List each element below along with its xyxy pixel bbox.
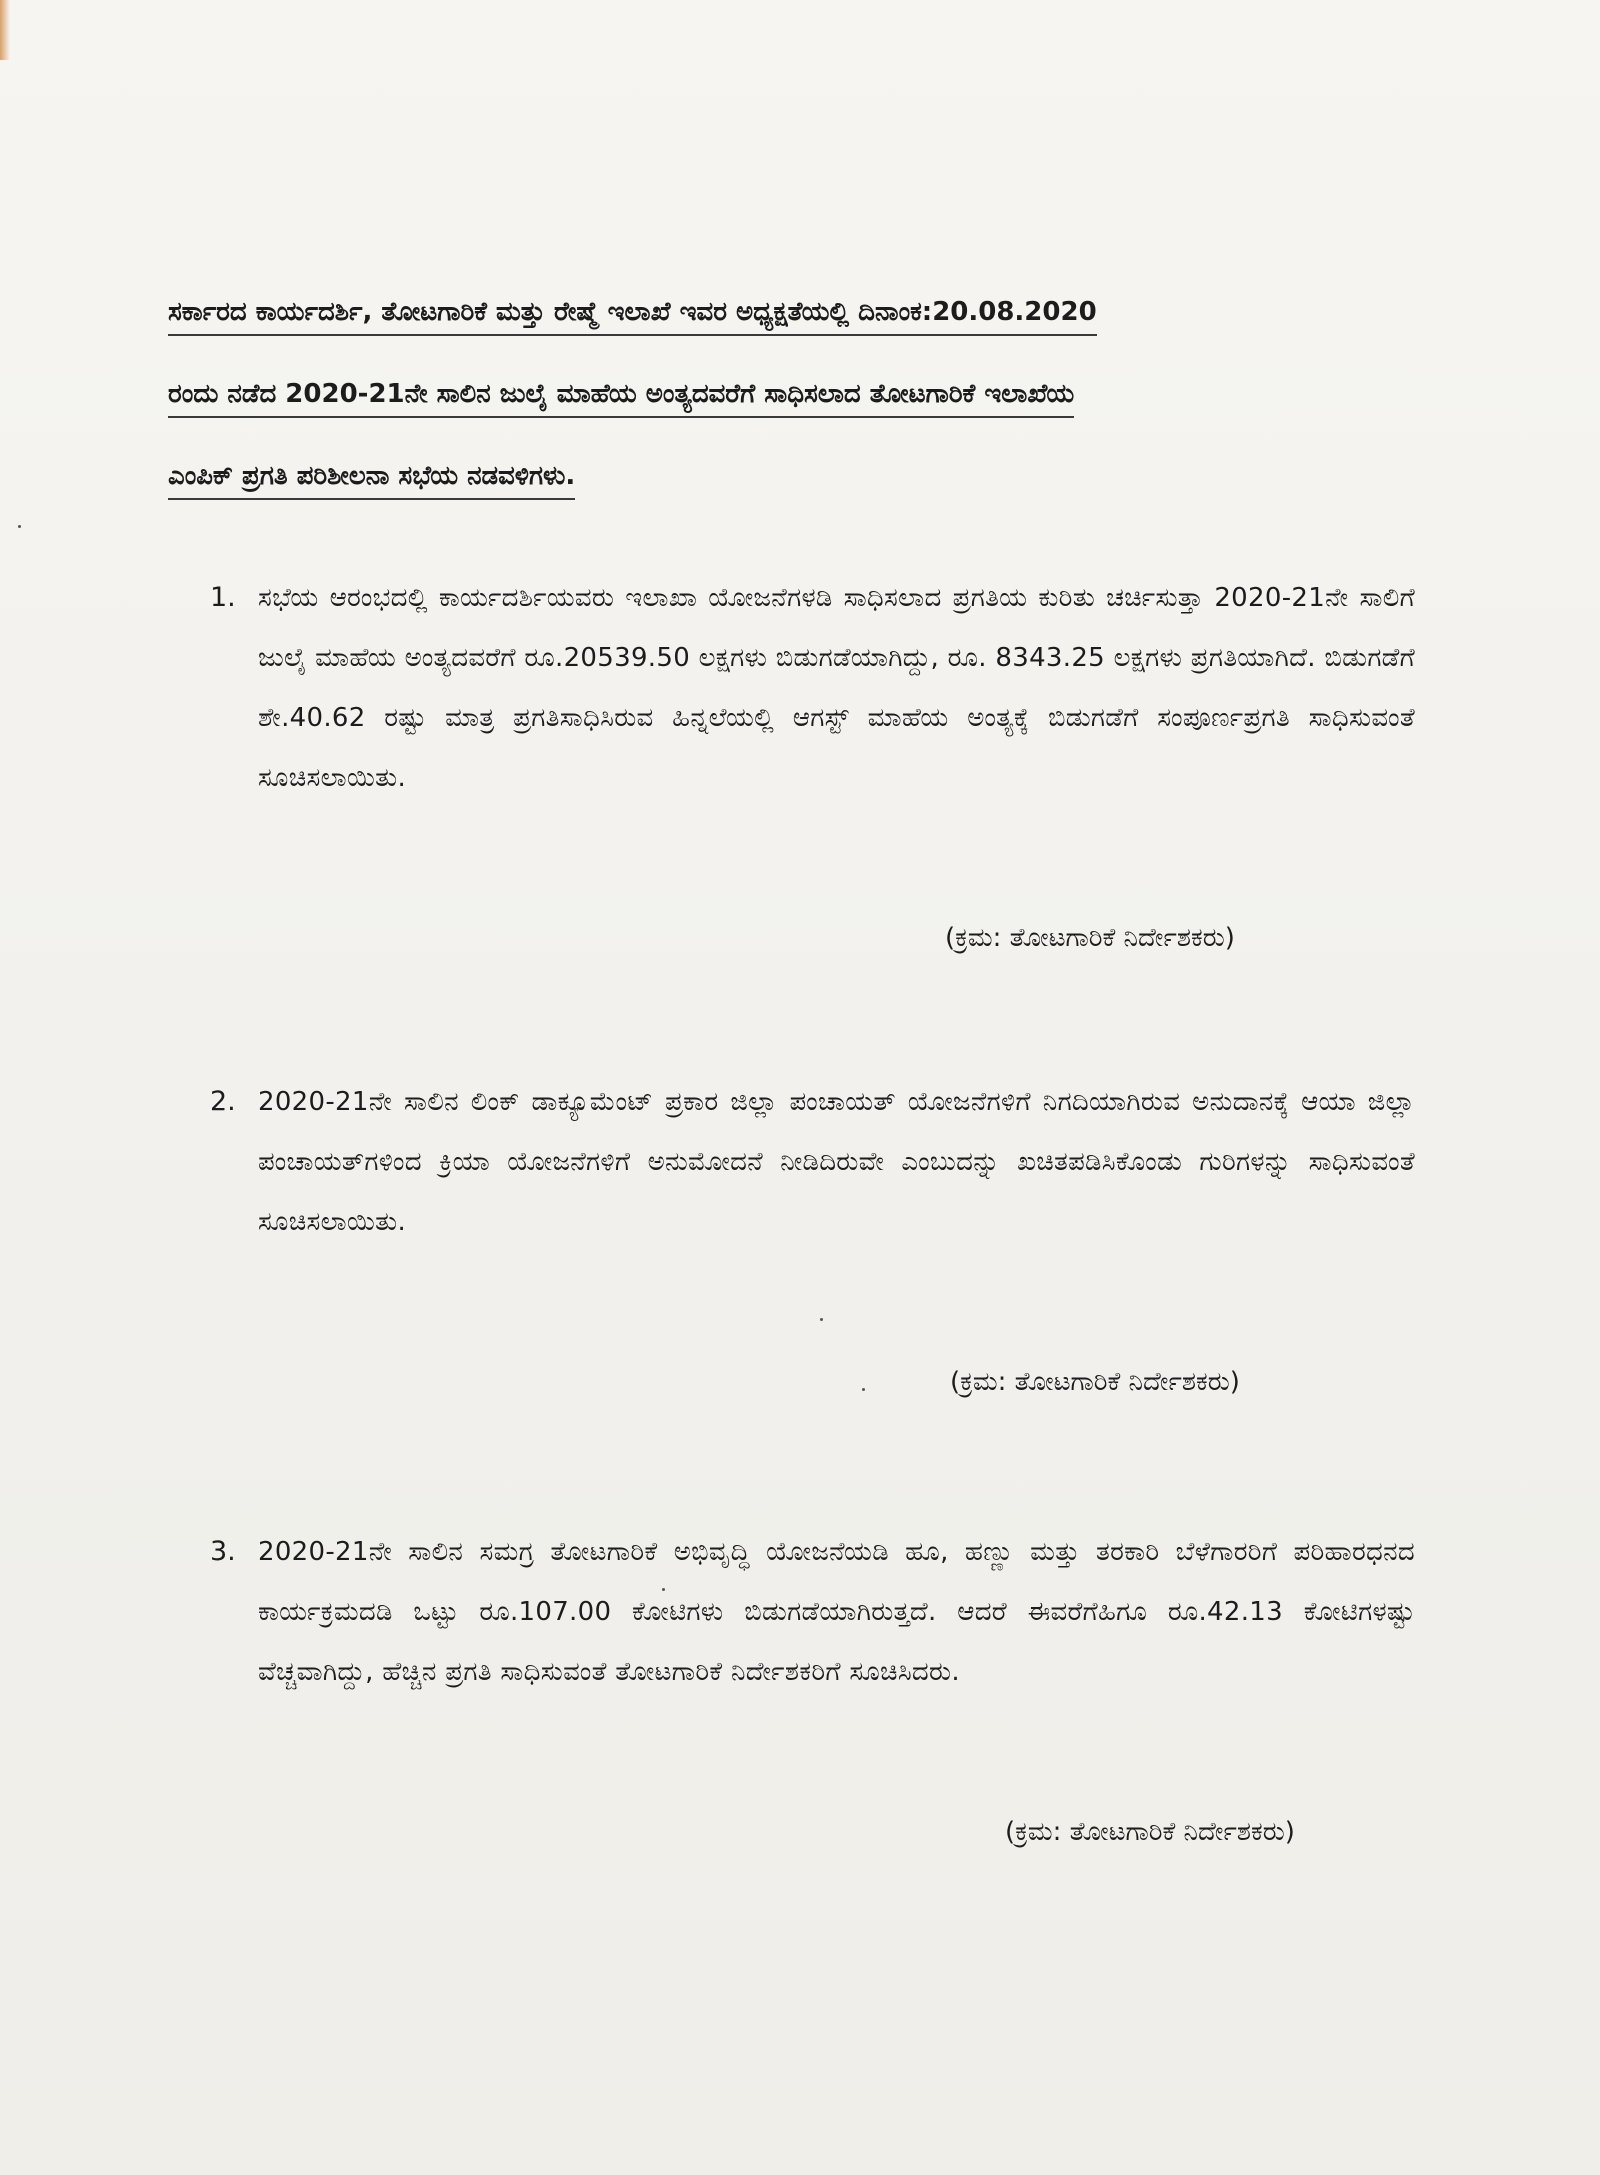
scan-speck [662, 1588, 665, 1591]
item-text: 2020-21ನೇ ಸಾಲಿನ ಸಮಗ್ರ ತೋಟಗಾರಿಕೆ ಅಭಿವೃದ್ಧಿ ಯೋಜನೆಯಡಿ ಹೂ, ಹಣ್ಣು ಮತ್ತು ತರಕಾರಿ ಬೆಳೆಗಾರರಿಗೆ ಪರಿಹಾರಧನದ ಕಾರ್ಯಕ್ರಮದಡಿ ಒಟ್ಟು ರೂ.107.00 ಕೋಟಿಗಳು ಬಿಡುಗಡೆಯಾಗಿರುತ್ತದೆ. ಆದರೆ ಈವರೆಗೆಹಿಗೂ ರೂ.42.13 ಕೋಟಿಗಳಷ್ಟು ವೆಚ್ಚವಾಗಿದ್ದು, ಹೆಚ್ಚಿನ ಪ್ರಗತಿ ಸಾಧಿಸುವಂತೆ ತೋಟಗಾರಿಕೆ ನಿರ್ದೇಶಕರಿಗೆ ಸೂಚಿಸಿದರು. [258, 1537, 1415, 1687]
minutes-item-1 [200, 568, 1415, 953]
heading-line-2: ರಂದು ನಡೆದ 2020-21ನೇ ಸಾಲಿನ ಜುಲೈ ಮಾಹೆಯ ಅಂತ್ಯದವರೆಗೆ ಸಾಧಿಸಲಾದ ತೋಟಗಾರಿಕೆ ಇಲಾಖೆಯ [168, 372, 1074, 418]
heading-line-1: ಸರ್ಕಾರದ ಕಾರ್ಯದರ್ಶಿ, ತೋಟಗಾರಿಕೆ ಮತ್ತು ರೇಷ್ಮೆ ಇಲಾಖೆ ಇವರ ಅಧ್ಯಕ್ಷತೆಯಲ್ಲಿ ದಿನಾಂಕ:20.08.2020 [168, 290, 1097, 336]
item-text: 2020-21ನೇ ಸಾಲಿನ ಲಿಂಕ್ ಡಾಕ್ಯೂಮೆಂಟ್ ಪ್ರಕಾರ ಜಿಲ್ಲಾ ಪಂಚಾಯತ್ ಯೋಜನೆಗಳಿಗೆ ನಿಗದಿಯಾಗಿರುವ ಅನುದಾನಕ್ಕೆ ಆಯಾ ಜಿಲ್ಲಾ ಪಂಚಾಯತ್‌ಗಳಿಂದ ಕ್ರಿಯಾ ಯೋಜನೆಗಳಿಗೆ ಅನುಮೋದನೆ ನೀಡಿದಿರುವೇ ಎಂಬುದನ್ನು ಖಚಿತಪಡಿಸಿಕೊಂಡು ಗುರಿಗಳನ್ನು ಸಾಧಿಸುವಂತೆ ಸೂಚಿಸಲಾಯಿತು. [258, 1087, 1415, 1237]
document-heading [168, 278, 1408, 524]
item-number: 1. [210, 582, 236, 613]
item-responsibility: (ಕ್ರಮ: ತೋಟಗಾರಿಕೆ ನಿರ್ದೇಶಕರು) [950, 1367, 1240, 1397]
item-number: 2. [210, 1086, 236, 1117]
item-responsibility: (ಕ್ರಮ: ತೋಟಗಾರಿಕೆ ನಿರ್ದೇಶಕರು) [1005, 1817, 1295, 1847]
scan-speck [820, 1318, 823, 1321]
item-responsibility: (ಕ್ರಮ: ತೋಟಗಾರಿಕೆ ನಿರ್ದೇಶಕರು) [945, 923, 1235, 953]
paper-edge-stain [0, 0, 10, 60]
heading-line-3: ಎಂಪಿಕ್ ಪ್ರಗತಿ ಪರಿಶೀಲನಾ ಸಭೆಯ ನಡವಳಿಗಳು. [168, 454, 575, 500]
item-text: ಸಭೆಯ ಆರಂಭದಲ್ಲಿ ಕಾರ್ಯದರ್ಶಿಯವರು ಇಲಾಖಾ ಯೋಜನೆಗಳಡಿ ಸಾಧಿಸಲಾದ ಪ್ರಗತಿಯ ಕುರಿತು ಚರ್ಚಿಸುತ್ತಾ 2020-21ನೇ ಸಾಲಿಗೆ ಜುಲೈ ಮಾಹೆಯ ಅಂತ್ಯದವರೆಗೆ ರೂ.20539.50 ಲಕ್ಷಗಳು ಬಿಡುಗಡೆಯಾಗಿದ್ದು, ರೂ. 8343.25 ಲಕ್ಷಗಳು ಪ್ರಗತಿಯಾಗಿದೆ. ಬಿಡುಗಡೆಗೆ ಶೇ.40.62 ರಷ್ಟು ಮಾತ್ರ ಪ್ರಗತಿಸಾಧಿಸಿರುವ ಹಿನ್ನಲೆಯಲ್ಲಿ ಆಗಸ್ಟ್ ಮಾಹೆಯ ಅಂತ್ಯಕ್ಕೆ ಬಿಡುಗಡೆಗೆ ಸಂಪೂರ್ಣಪ್ರಗತಿ ಸಾಧಿಸುವಂತೆ ಸೂಚಿಸಲಾಯಿತು. [258, 583, 1415, 793]
scan-speck [862, 1388, 865, 1391]
minutes-item-3 [200, 1522, 1415, 1847]
minutes-item-2 [200, 1072, 1415, 1397]
item-number: 3. [210, 1536, 236, 1567]
scan-speck [18, 525, 21, 528]
